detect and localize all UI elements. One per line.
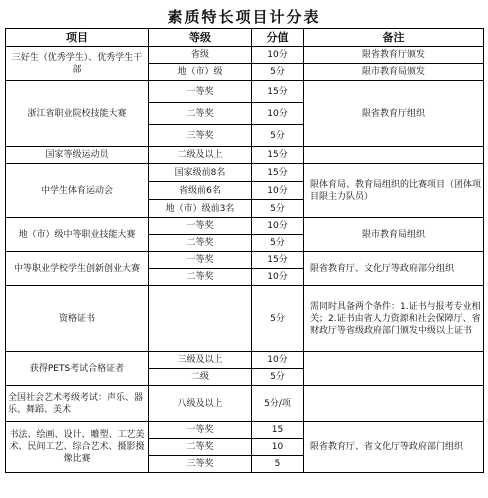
remark-cell: 限省教育厅、文化厅等政府部分组织 xyxy=(304,252,484,286)
score-cell: 10分 xyxy=(252,182,304,200)
score-cell: 10 xyxy=(252,439,304,456)
level-cell: 二等奖 xyxy=(149,235,252,252)
page-title: 素质特长项目计分表 xyxy=(167,8,321,26)
level-cell: 一等奖 xyxy=(149,218,252,235)
level-cell: 三等奖 xyxy=(149,125,252,147)
remark-cell: 限体育局、教育局组织的比赛项目（团体项目限主力队员） xyxy=(304,164,484,218)
project-cell: 中学生体育运动会 xyxy=(6,164,149,218)
header-level: 等级 xyxy=(149,29,252,47)
score-cell: 10分 xyxy=(252,352,304,369)
table-row xyxy=(6,386,484,422)
score-cell: 10分 xyxy=(252,218,304,235)
level-cell: 三等奖 xyxy=(149,456,252,473)
remark-cell: 限省教育厅颁发 xyxy=(304,47,484,64)
score-cell: 15分 xyxy=(252,164,304,182)
level-cell xyxy=(149,286,252,352)
project-cell: 书法、绘画、设计、雕塑、工艺美术、民间工艺、综合艺术、摄影摄像比赛 xyxy=(6,422,149,473)
project-cell: 三好生（优秀学生）、优秀学生干部 xyxy=(6,47,149,81)
level-cell: 二等奖 xyxy=(149,103,252,125)
score-cell: 15分 xyxy=(252,81,304,103)
header-remark: 备注 xyxy=(304,29,484,47)
level-cell: 一等奖 xyxy=(149,252,252,269)
table-row xyxy=(6,164,484,182)
level-cell: 一等奖 xyxy=(149,422,252,439)
level-cell: 二级及以上 xyxy=(149,147,252,164)
table-row xyxy=(6,286,484,352)
score-cell: 10分 xyxy=(252,103,304,125)
score-cell: 5分 xyxy=(252,286,304,352)
level-cell: 省级 xyxy=(149,47,252,64)
table-row xyxy=(6,252,484,269)
project-cell: 获得PETS考试合格证者 xyxy=(6,352,149,386)
level-cell: 二级 xyxy=(149,369,252,386)
score-cell: 5分/项 xyxy=(252,386,304,422)
score-cell: 15分 xyxy=(252,252,304,269)
remark-cell: 限省教育厅、省文化厅等政府部门组织 xyxy=(304,422,484,473)
level-cell: 二等奖 xyxy=(149,269,252,286)
project-cell: 国家等级运动员 xyxy=(6,147,149,164)
score-cell: 15 xyxy=(252,422,304,439)
level-cell: 二等奖 xyxy=(149,439,252,456)
project-cell: 中等职业学校学生创新创业大赛 xyxy=(6,252,149,286)
level-cell: 地（市）级 xyxy=(149,64,252,81)
project-cell: 资格证书 xyxy=(6,286,149,352)
remark-cell: 限省教育厅组织 xyxy=(304,81,484,147)
level-cell: 三级及以上 xyxy=(149,352,252,369)
table-row xyxy=(6,147,484,164)
project-cell: 浙江省职业院校技能大赛 xyxy=(6,81,149,147)
score-cell: 10分 xyxy=(252,269,304,286)
remark-cell: 限市教育局组织 xyxy=(304,218,484,252)
remark-cell xyxy=(304,386,484,422)
score-cell: 5分 xyxy=(252,125,304,147)
score-cell: 5分 xyxy=(252,369,304,386)
project-cell: 地（市）级中等职业技能大赛 xyxy=(6,218,149,252)
score-cell: 5 xyxy=(252,456,304,473)
level-cell: 省级前6名 xyxy=(149,182,252,200)
table-row xyxy=(6,81,484,103)
score-table xyxy=(5,28,484,473)
score-cell: 5分 xyxy=(252,200,304,218)
score-cell: 15分 xyxy=(252,147,304,164)
table-header-row xyxy=(6,29,484,47)
score-cell: 5分 xyxy=(252,64,304,81)
level-cell: 地（市）级前3名 xyxy=(149,200,252,218)
remark-cell xyxy=(304,147,484,164)
table-row xyxy=(6,47,484,64)
header-project: 项目 xyxy=(6,29,149,47)
level-cell: 一等奖 xyxy=(149,81,252,103)
remark-cell: 需同时具备两个条件：1.证书与报考专业相关；2.证书由省人力资源和社会保障厅、省财政厅等省级政府部门颁发中级以上证书 xyxy=(304,286,484,352)
header-score: 分值 xyxy=(252,29,304,47)
level-cell: 国家级前8名 xyxy=(149,164,252,182)
remark-cell: 限市教育局颁发 xyxy=(304,64,484,81)
score-cell: 5分 xyxy=(252,235,304,252)
table-row xyxy=(6,352,484,369)
score-cell: 10分 xyxy=(252,47,304,64)
table-row xyxy=(6,422,484,439)
project-cell: 全国社会艺术考级考试：声乐、器乐、舞蹈、美术 xyxy=(6,386,149,422)
table-row xyxy=(6,218,484,235)
level-cell: 八级及以上 xyxy=(149,386,252,422)
remark-cell xyxy=(304,352,484,386)
